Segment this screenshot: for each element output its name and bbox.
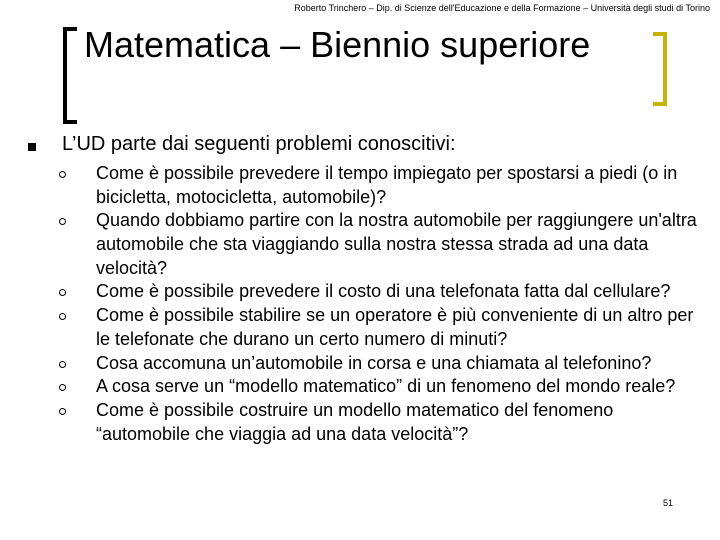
square-bullet-icon	[28, 143, 36, 151]
list-item	[59, 280, 699, 304]
list-item	[59, 209, 699, 280]
list-item-text: Come è possibile costruire un modello matematico del fenomeno “automobile che viaggia ad una data velocità”?	[96, 400, 614, 444]
ring-bullet-icon	[59, 313, 66, 320]
ring-bullet-icon	[59, 218, 66, 225]
ring-bullet-icon	[59, 171, 66, 178]
slide-header: Roberto Trinchero – Dip. di Scienze dell'Educazione e della Formazione – Università degli studi di Torino	[294, 3, 710, 13]
ring-bullet-icon	[59, 361, 66, 368]
title-bracket-left	[63, 27, 77, 124]
question-list	[59, 162, 699, 446]
page-number: 51	[663, 498, 674, 508]
main-point: L’UD parte dai seguenti problemi conoscitivi:	[62, 133, 456, 155]
list-item	[59, 375, 699, 399]
list-item-text: Come è possibile prevedere il costo di una telefonata fatta dal cellulare?	[96, 281, 671, 302]
list-item	[59, 399, 699, 446]
list-item-text: Come è possibile prevedere il tempo impiegato per spostarsi a piedi (o in bicicletta, motocicletta, automobile)?	[96, 163, 678, 207]
list-item-text: A cosa serve un “modello matematico” di un fenomeno del mondo reale?	[96, 376, 676, 397]
list-item-text: Cosa accomuna un’automobile in corsa e una chiamata al telefonino?	[96, 352, 652, 373]
ring-bullet-icon	[59, 384, 66, 391]
list-item	[59, 162, 699, 209]
slide-title: Matematica – Biennio superiore	[84, 24, 591, 65]
list-item	[59, 304, 699, 351]
list-item	[59, 352, 699, 376]
list-item-text: Quando dobbiamo partire con la nostra automobile per raggiungere un'altra automobile che sta viaggiando sulla nostra stessa strada ad una data velocità?	[96, 210, 697, 278]
ring-bullet-icon	[59, 408, 66, 415]
ring-bullet-icon	[59, 289, 66, 296]
list-item-text: Come è possibile stabilire se un operatore è più conveniente di un altro per le telefonate che durano un certo numero di minuti?	[96, 305, 694, 349]
title-bracket-right	[653, 32, 667, 106]
